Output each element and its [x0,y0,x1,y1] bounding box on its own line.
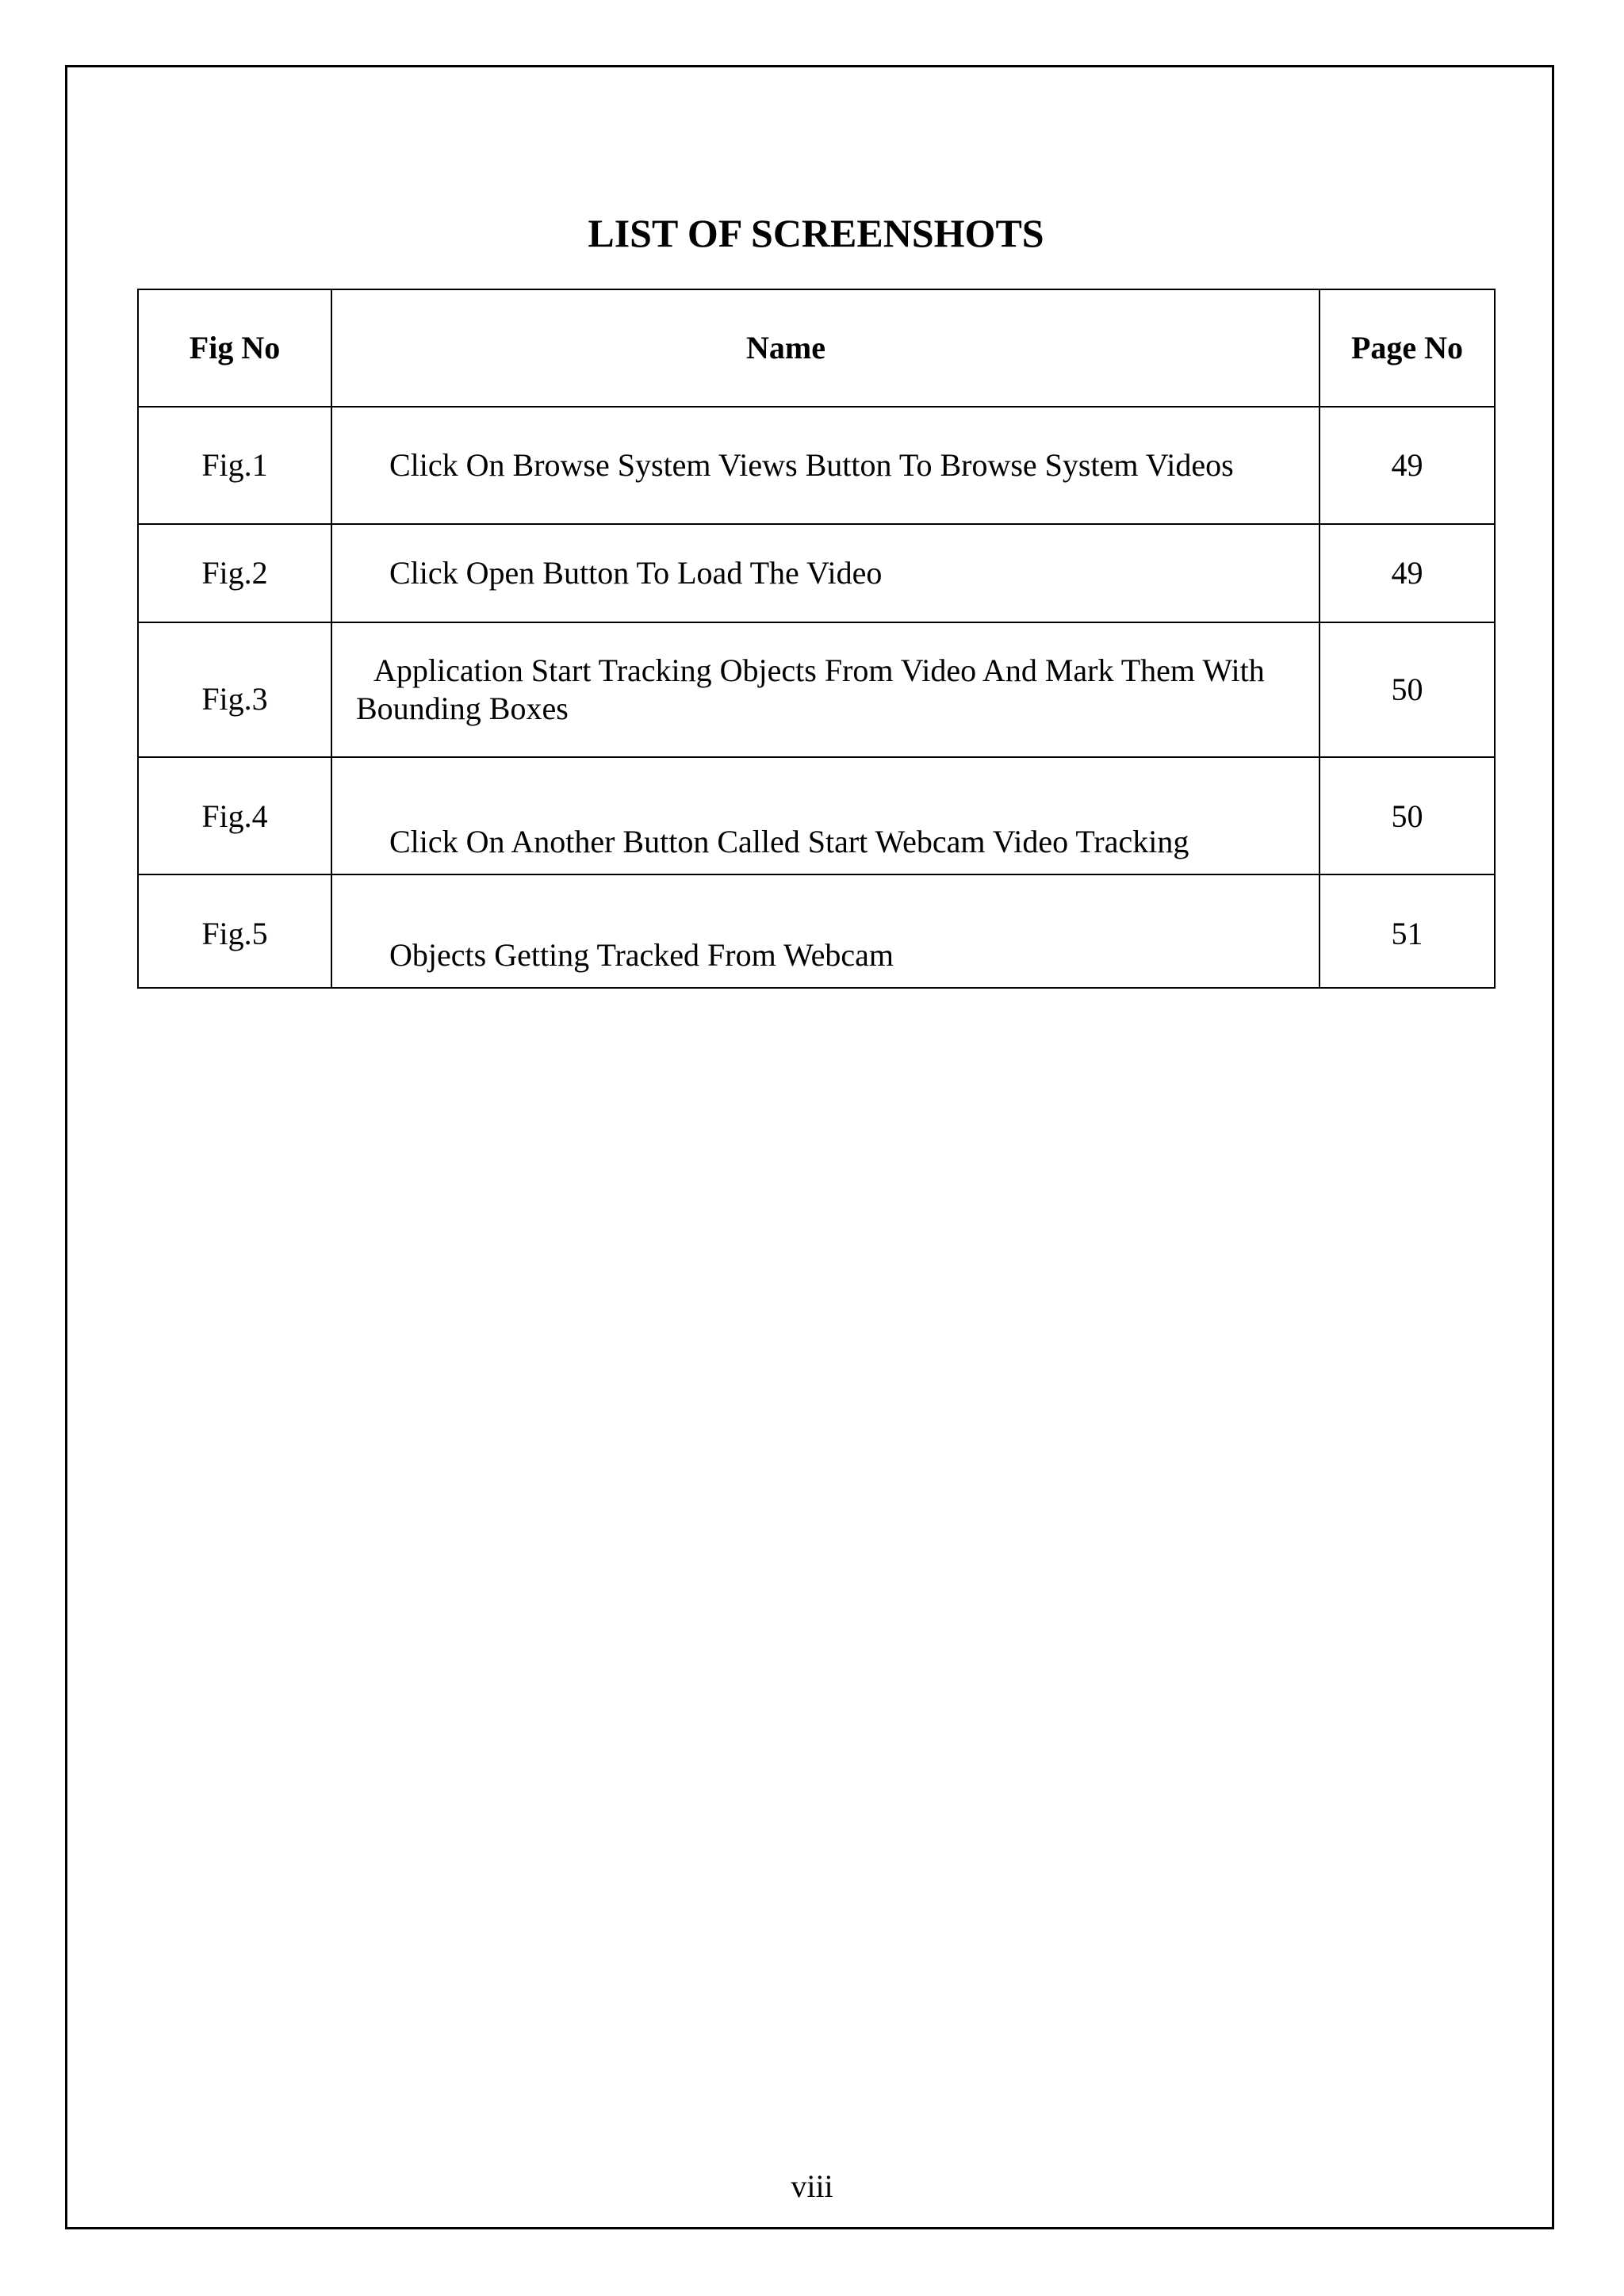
table-row [138,757,1495,874]
fig-no-cell: Fig.5 [138,874,331,988]
fig-no-cell: Fig.3 [138,622,331,757]
fig-no-cell: Fig.2 [138,524,331,622]
page-title: LIST OF SCREENSHOTS [588,211,1044,255]
name-cell: Click On Browse System Views Button To Browse System Videos [331,407,1320,524]
table-row [138,874,1495,988]
page-no-cell: 49 [1320,407,1495,524]
name-cell: Objects Getting Tracked From Webcam [331,874,1320,988]
name-cell [331,622,1320,757]
page-no-cell: 50 [1320,622,1495,757]
page-no-cell: 50 [1320,757,1495,874]
name-cell: Click Open Button To Load The Video [331,524,1320,622]
page-no-cell: 51 [1320,874,1495,988]
header-page-no: Page No [1320,289,1495,407]
table-header-row [138,289,1495,407]
table-row [138,524,1495,622]
table-row [138,407,1495,524]
fig-no-cell: Fig.4 [138,757,331,874]
header-fig-no: Fig No [138,289,331,407]
screenshots-table [137,289,1496,989]
fig-no-cell: Fig.1 [138,407,331,524]
page-number: viii [791,2168,833,2204]
table-row [138,622,1495,757]
name-line-2: Bounding Boxes [356,691,569,726]
header-name: Name [331,289,1320,407]
name-cell: Click On Another Button Called Start Webcam Video Tracking [331,757,1320,874]
name-line-1: Application Start Tracking Objects From Video And Mark Them With [373,652,1265,688]
page-no-cell: 49 [1320,524,1495,622]
